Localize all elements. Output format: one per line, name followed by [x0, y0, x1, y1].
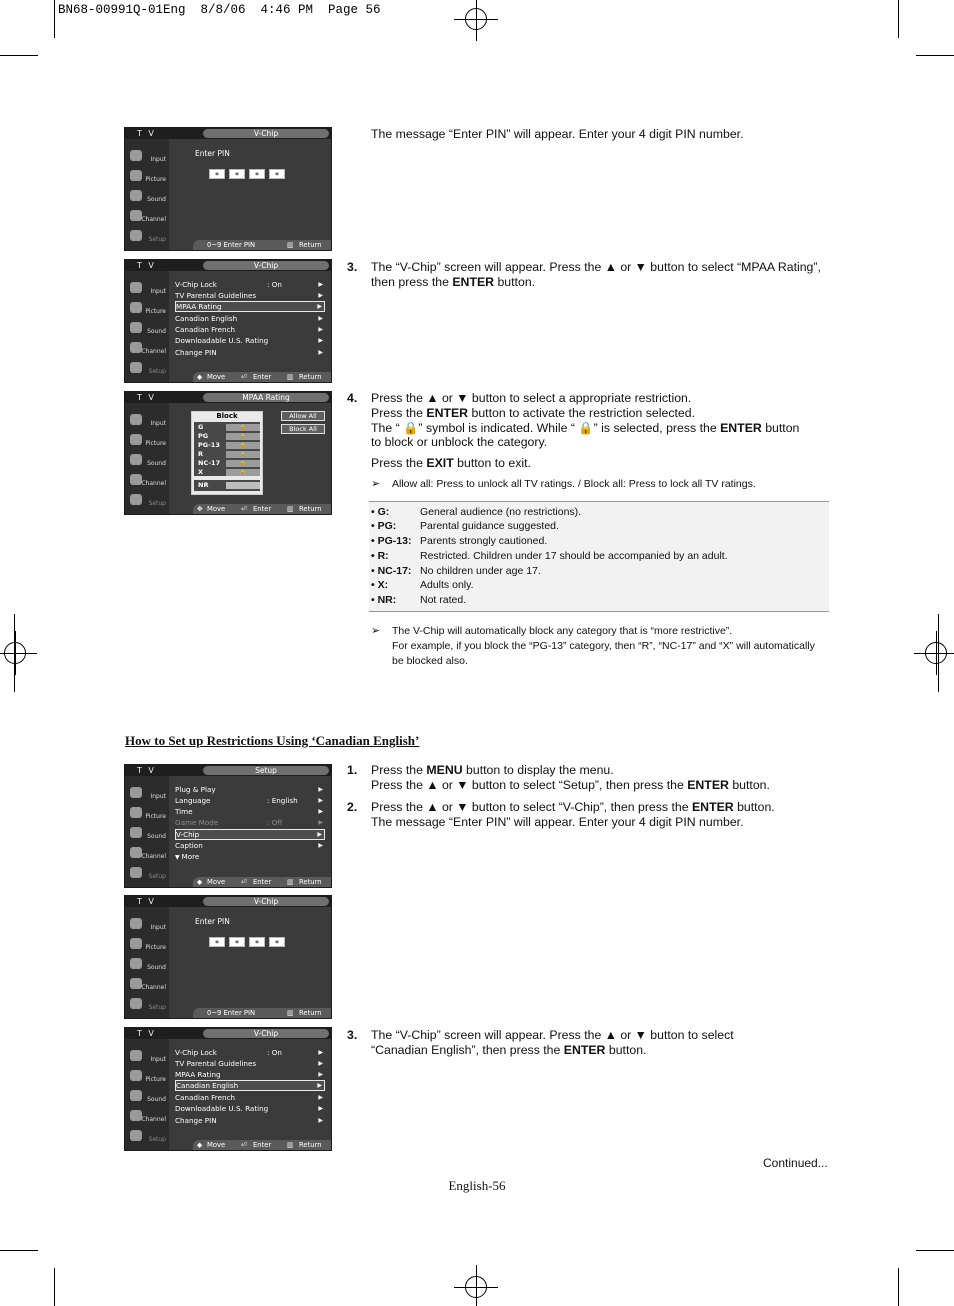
- menu-item-time[interactable]: Time ▶: [175, 807, 323, 816]
- input-icon: [130, 150, 142, 161]
- osd-title: Setup: [203, 766, 329, 775]
- help-enter-pin: 0~9 Enter PIN: [207, 1009, 256, 1017]
- sidebar-item-sound[interactable]: Sound: [127, 824, 169, 844]
- help-return: Return: [299, 1141, 322, 1149]
- osd-tv-label: T V: [137, 393, 156, 402]
- rating-row-r[interactable]: R 🔒: [194, 450, 260, 459]
- pin-digit[interactable]: *: [269, 169, 285, 179]
- crop-mark: [916, 55, 954, 56]
- rating-row-g[interactable]: G 🔒: [194, 423, 260, 432]
- move-icon: ◆: [197, 373, 203, 381]
- enter-icon: ⏎: [241, 373, 247, 381]
- menu-item-mpaa-rating[interactable]: MPAA Rating ▶: [175, 301, 325, 312]
- rating-row-nr[interactable]: NR: [194, 481, 260, 490]
- sidebar-item-sound[interactable]: Sound: [127, 319, 169, 339]
- setup-icon: [130, 494, 142, 505]
- input-icon: [130, 787, 142, 798]
- enter-icon: ⏎: [241, 1141, 247, 1149]
- registration-mark: [465, 8, 487, 30]
- sound-icon: [130, 454, 142, 465]
- sidebar-item-input[interactable]: Input: [127, 1047, 169, 1067]
- arrow-right-icon: ▶: [318, 281, 323, 288]
- setup-icon: [130, 998, 142, 1009]
- arrow-right-icon: ▶: [318, 786, 323, 793]
- sidebar-item-channel[interactable]: Channel: [127, 1107, 169, 1127]
- help-enter: Enter: [253, 505, 272, 513]
- note-auto-block: ➢ The V-Chip will automatically block any category that is “more restrictive”. For example, if you block the “PG-13” category, then “R”, “NC-17” and “X” will automatically be blocked also.: [371, 625, 815, 667]
- osd-title: V-Chip: [203, 897, 329, 906]
- help-move: Move: [207, 373, 226, 381]
- osd-sidebar: [125, 139, 169, 251]
- osd-tv-label: T V: [137, 261, 156, 270]
- arrow-right-icon: ▶: [318, 808, 323, 815]
- channel-icon: [130, 847, 142, 858]
- osd-help-bar: [193, 877, 332, 887]
- move-icon: ◆: [197, 878, 203, 886]
- arrow-right-icon: ▶: [318, 797, 323, 804]
- osd-screen-mpaa-rating: [124, 391, 332, 515]
- move-icon: ◆: [197, 1141, 203, 1149]
- block-all-button[interactable]: Block All: [281, 424, 325, 434]
- sound-icon: [130, 827, 142, 838]
- input-icon: [130, 1050, 142, 1061]
- menu-item-vchip[interactable]: V-Chip ▶: [175, 829, 325, 840]
- help-enter-pin: 0~9 Enter PIN: [207, 241, 256, 249]
- help-return: Return: [299, 1009, 322, 1017]
- sound-icon: [130, 190, 142, 201]
- step-3b-text: The “V-Chip” screen will appear. Press the ▲ or ▼ button to select “Canadian English”, then press the ENTER button.: [371, 1028, 734, 1057]
- osd-tv-label: T V: [137, 766, 156, 775]
- sidebar-item-channel[interactable]: Channel: [127, 207, 169, 227]
- note-arrow-icon: ➢: [371, 478, 381, 490]
- help-move: Move: [207, 1141, 226, 1149]
- arrow-right-icon: ▶: [318, 1049, 323, 1056]
- menu-item-caption[interactable]: Caption ▶: [175, 841, 323, 850]
- return-icon: ▥: [287, 373, 294, 381]
- return-icon: ▥: [287, 878, 294, 886]
- menu-item-more[interactable]: ▼ More: [175, 852, 200, 861]
- pin-label: Enter PIN: [195, 149, 230, 158]
- rating-row-pg[interactable]: PG 🔒: [194, 432, 260, 441]
- sidebar-item-channel[interactable]: Channel: [127, 339, 169, 359]
- sidebar-item-input[interactable]: Input: [127, 915, 169, 935]
- return-icon: ▥: [287, 241, 294, 249]
- sidebar-item-sound[interactable]: Sound: [127, 451, 169, 471]
- pin-entry[interactable]: [209, 163, 289, 182]
- arrow-right-icon: ▶: [318, 1117, 323, 1124]
- picture-icon: [130, 938, 142, 949]
- registration-mark: [4, 642, 26, 664]
- rating-row-pg13[interactable]: PG-13 🔒: [194, 441, 260, 450]
- picture-icon: [130, 302, 142, 313]
- arrow-right-icon: ▶: [318, 1060, 323, 1067]
- sidebar-item-setup[interactable]: Setup: [127, 1127, 169, 1147]
- block-header: Block: [216, 412, 238, 420]
- help-move: Move: [207, 878, 226, 886]
- osd-screen-enter-pin: [124, 127, 332, 251]
- arrow-right-icon: ▶: [318, 819, 323, 826]
- rating-row-x[interactable]: X 🔒: [194, 468, 260, 477]
- registration-mark: [465, 1276, 487, 1298]
- sidebar-item-picture[interactable]: Picture: [127, 1067, 169, 1087]
- step-number: 3.: [347, 260, 358, 274]
- pin-entry[interactable]: [209, 931, 289, 950]
- osd-main: [171, 909, 329, 1005]
- menu-item-downloadable-rating[interactable]: Downloadable U.S. Rating ▶: [175, 336, 323, 345]
- input-icon: [130, 414, 142, 425]
- arrow-right-icon: ▶: [318, 326, 323, 333]
- pin-digit[interactable]: *: [249, 937, 265, 947]
- sidebar-item-setup[interactable]: Setup: [127, 227, 169, 247]
- lock-icon[interactable]: 🔒: [226, 424, 260, 431]
- pin-digit[interactable]: *: [209, 169, 225, 179]
- channel-icon: [130, 978, 142, 989]
- menu-item-downloadable-rating[interactable]: Downloadable U.S. Rating ▶: [175, 1104, 323, 1113]
- step-3-text: The “V-Chip” screen will appear. Press the ▲ or ▼ button to select “MPAA Rating”, then press the ENTER button.: [371, 260, 821, 289]
- allow-all-button[interactable]: Allow All: [281, 411, 325, 421]
- sidebar-item-sound[interactable]: Sound: [127, 1087, 169, 1107]
- setup-icon: [130, 230, 142, 241]
- arrow-right-icon: ▶: [318, 337, 323, 344]
- crop-mark: [898, 1268, 899, 1306]
- input-icon: [130, 918, 142, 929]
- step-number: 2.: [347, 800, 358, 814]
- mpaa-block-panel: [191, 411, 263, 495]
- return-icon: ▥: [287, 1141, 294, 1149]
- osd-tv-label: T V: [137, 897, 156, 906]
- picture-icon: [130, 807, 142, 818]
- menu-item-game-mode: Game Mode : Off ▶: [175, 818, 323, 827]
- osd-title: V-Chip: [203, 129, 329, 138]
- chevron-down-icon: ▼: [175, 854, 182, 861]
- lock-icon[interactable]: 🔒: [226, 433, 260, 440]
- channel-icon: [130, 474, 142, 485]
- osd-main: [171, 405, 329, 501]
- setup-icon: [130, 1130, 142, 1141]
- sidebar-item-channel[interactable]: Channel: [127, 471, 169, 491]
- sidebar-item-sound[interactable]: Sound: [127, 187, 169, 207]
- menu-item-mpaa-rating[interactable]: MPAA Rating ▶: [175, 1070, 323, 1079]
- pin-digit[interactable]: *: [269, 937, 285, 947]
- sound-icon: [130, 958, 142, 969]
- picture-icon: [130, 1070, 142, 1081]
- help-enter: Enter: [253, 1141, 272, 1149]
- osd-sidebar: [125, 776, 169, 888]
- sidebar-item-sound[interactable]: Sound: [127, 955, 169, 975]
- osd-main: [171, 1041, 329, 1137]
- sidebar-item-setup[interactable]: Setup: [127, 864, 169, 884]
- sidebar-item-picture[interactable]: Picture: [127, 167, 169, 187]
- lock-icon[interactable]: 🔒: [226, 451, 260, 458]
- step-4-text: Press the ▲ or ▼ button to select a appropriate restriction. Press the ENTER button to activate the restriction selected. The “ 🔒” symbol is indicated. While “ 🔒” is selected, press the ENTER button to block or unblock the category.: [371, 391, 800, 450]
- lock-icon[interactable]: 🔒: [226, 442, 260, 449]
- sidebar-item-picture[interactable]: Picture: [127, 299, 169, 319]
- menu-item-plug-play[interactable]: Plug & Play ▶: [175, 785, 323, 794]
- pin-digit[interactable]: *: [249, 169, 265, 179]
- sidebar-item-channel[interactable]: Channel: [127, 975, 169, 995]
- osd-title: V-Chip: [203, 1029, 329, 1038]
- lock-icon[interactable]: 🔒: [226, 469, 260, 476]
- osd-help-bar: [193, 240, 332, 250]
- arrow-right-icon: ▶: [317, 1082, 322, 1089]
- sidebar-item-input[interactable]: Input: [127, 784, 169, 804]
- crop-mark: [0, 55, 38, 56]
- osd-title: V-Chip: [203, 261, 329, 270]
- pin-digit[interactable]: *: [229, 937, 245, 947]
- sidebar-item-input[interactable]: Input: [127, 411, 169, 431]
- osd-screen-vchip-canadian: [124, 1027, 332, 1151]
- sidebar-item-setup[interactable]: Setup: [127, 995, 169, 1015]
- help-return: Return: [299, 241, 322, 249]
- pin-digit[interactable]: *: [209, 937, 225, 947]
- step-2-text: Press the ▲ or ▼ button to select “V-Chip”, then press the ENTER button. The message “Enter PIN” will appear. Enter your 4 digit PIN number.: [371, 800, 775, 829]
- section-title: How to Set up Restrictions Using ‘Canadian English’: [125, 733, 420, 748]
- osd-title: MPAA Rating: [203, 393, 329, 402]
- continued-label: Continued...: [763, 1156, 828, 1170]
- osd-help-bar: [193, 1140, 332, 1150]
- osd-main: [171, 778, 329, 874]
- help-return: Return: [299, 505, 322, 513]
- help-enter: Enter: [253, 373, 272, 381]
- menu-item-vchip-lock[interactable]: V-Chip Lock : On ▶: [175, 1048, 323, 1057]
- osd-help-bar: [193, 504, 332, 514]
- arrow-right-icon: ▶: [318, 315, 323, 322]
- menu-item-canadian-french[interactable]: Canadian French ▶: [175, 325, 323, 334]
- step-number: 4.: [347, 391, 358, 405]
- exit-instruction: Press the EXIT button to exit.: [371, 456, 531, 470]
- step-number: 1.: [347, 763, 358, 777]
- osd-sidebar: [125, 1039, 169, 1151]
- sound-icon: [130, 1090, 142, 1101]
- step-number: 3.: [347, 1028, 358, 1042]
- menu-item-tv-parental[interactable]: TV Parental Guidelines ▶: [175, 291, 323, 300]
- osd-help-bar: [193, 1008, 332, 1018]
- osd-main: [171, 273, 329, 369]
- help-move: Move: [207, 505, 226, 513]
- sidebar-item-picture[interactable]: Picture: [127, 935, 169, 955]
- rating-definitions-table: • G: General audience (no restrictions). • PG: Parental guidance suggested. • PG-13: Parents strongly cautioned. • R: Restricted. Children under 17 should be accompanied by an adult. • NC-17: No children under age 17. • X: Adults only. • NR: Not rated.: [369, 501, 829, 612]
- arrow-right-icon: ▶: [317, 831, 322, 838]
- step-1-text: Press the MENU button to display the menu. Press the ▲ or ▼ button to select “Setup”, then press the ENTER button.: [371, 763, 770, 792]
- sidebar-item-picture[interactable]: Picture: [127, 804, 169, 824]
- lock-icon[interactable]: 🔒: [226, 460, 260, 467]
- menu-item-tv-parental[interactable]: TV Parental Guidelines ▶: [175, 1059, 323, 1068]
- picture-icon: [130, 170, 142, 181]
- return-icon: ▥: [287, 505, 294, 513]
- arrow-right-icon: ▶: [317, 303, 322, 310]
- osd-sidebar: [125, 403, 169, 515]
- osd-tv-label: T V: [137, 129, 156, 138]
- channel-icon: [130, 1110, 142, 1121]
- registration-mark: [925, 642, 947, 664]
- enter-icon: ⏎: [241, 505, 247, 513]
- input-icon: [130, 282, 142, 293]
- channel-icon: [130, 342, 142, 353]
- sound-icon: [130, 322, 142, 333]
- osd-screen-enter-pin-2: [124, 895, 332, 1019]
- help-enter: Enter: [253, 878, 272, 886]
- channel-icon: [130, 210, 142, 221]
- note-arrow-icon: ➢: [371, 625, 381, 637]
- msg-enter-pin: The message “Enter PIN” will appear. Enter your 4 digit PIN number.: [371, 127, 744, 141]
- menu-item-change-pin[interactable]: Change PIN ▶: [175, 348, 323, 357]
- setup-icon: [130, 867, 142, 878]
- sidebar-item-input[interactable]: Input: [127, 279, 169, 299]
- arrow-right-icon: ▶: [318, 1105, 323, 1112]
- crop-mark: [0, 1250, 38, 1251]
- help-return: Return: [299, 878, 322, 886]
- crop-mark: [54, 1268, 55, 1306]
- arrow-right-icon: ▶: [318, 1071, 323, 1078]
- arrow-right-icon: ▶: [318, 349, 323, 356]
- menu-item-canadian-english[interactable]: Canadian English ▶: [175, 1080, 325, 1091]
- osd-sidebar: [125, 271, 169, 383]
- picture-icon: [130, 434, 142, 445]
- setup-icon: [130, 362, 142, 373]
- page-footer: English-56: [448, 1178, 506, 1193]
- osd-tv-label: T V: [137, 1029, 156, 1038]
- osd-main: [171, 141, 329, 237]
- arrow-right-icon: ▶: [318, 292, 323, 299]
- sidebar-item-input[interactable]: Input: [127, 147, 169, 167]
- pin-digit[interactable]: *: [229, 169, 245, 179]
- sidebar-item-picture[interactable]: Picture: [127, 431, 169, 451]
- osd-screen-setup: [124, 764, 332, 888]
- sidebar-item-channel[interactable]: Channel: [127, 844, 169, 864]
- crop-mark: [916, 1250, 954, 1251]
- note-allow-block: ➢ Allow all: Press to unlock all TV ratings. / Block all: Press to lock all TV ratings.: [371, 478, 756, 490]
- menu-item-canadian-french[interactable]: Canadian French ▶: [175, 1093, 323, 1102]
- menu-item-language[interactable]: Language : English ▶: [175, 796, 323, 805]
- arrow-right-icon: ▶: [318, 842, 323, 849]
- crop-mark: [54, 0, 55, 38]
- crop-mark: [898, 0, 899, 38]
- return-icon: ▥: [287, 1009, 294, 1017]
- pin-label: Enter PIN: [195, 917, 230, 926]
- osd-screen-vchip-mpaa: [124, 259, 332, 383]
- menu-item-canadian-english[interactable]: Canadian English ▶: [175, 314, 323, 323]
- rating-row-nc17[interactable]: NC-17 🔒: [194, 459, 260, 468]
- osd-help-bar: [193, 372, 332, 382]
- menu-item-vchip-lock[interactable]: V-Chip Lock : On ▶: [175, 280, 323, 289]
- menu-item-change-pin[interactable]: Change PIN ▶: [175, 1116, 323, 1125]
- sidebar-item-setup[interactable]: Setup: [127, 359, 169, 379]
- help-return: Return: [299, 373, 322, 381]
- enter-icon: ⏎: [241, 878, 247, 886]
- print-slug: BN68-00991Q-01Eng 8/8/06 4:46 PM Page 56: [58, 3, 381, 17]
- sidebar-item-setup[interactable]: Setup: [127, 491, 169, 511]
- move-icon: ✥: [197, 505, 203, 513]
- unlock-slot[interactable]: [226, 482, 260, 489]
- arrow-right-icon: ▶: [318, 1094, 323, 1101]
- osd-sidebar: [125, 907, 169, 1019]
